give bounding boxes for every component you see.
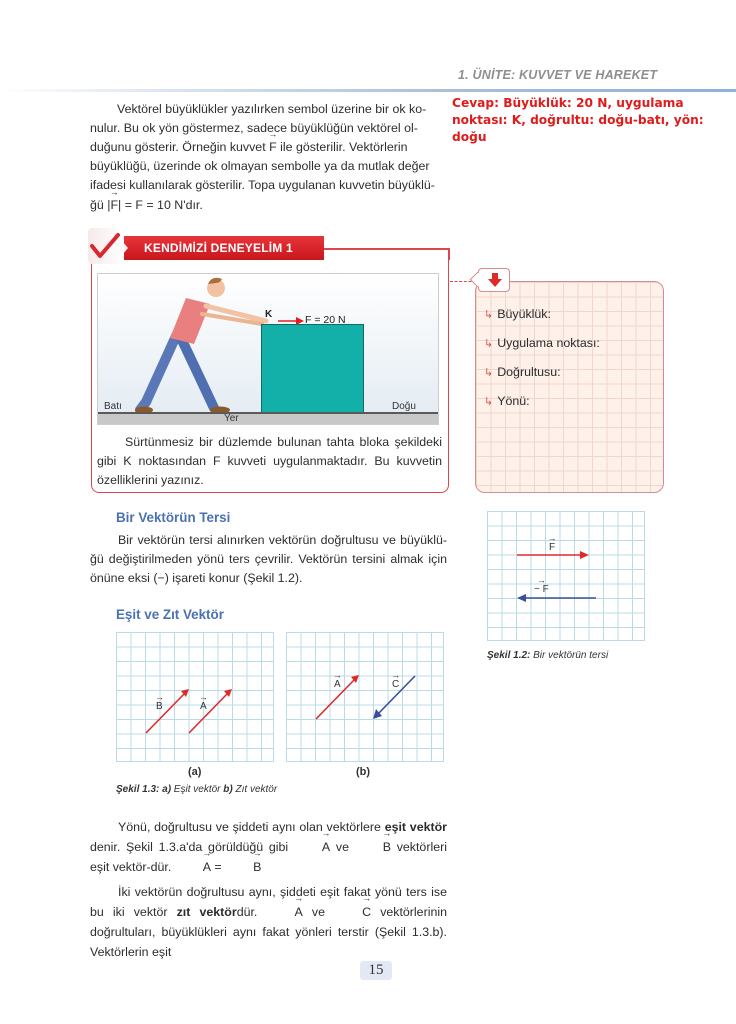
vector-f: → F: [269, 138, 277, 157]
wooden-block: [261, 324, 364, 414]
figure-a-label: (a): [188, 766, 202, 778]
page-number: 15: [360, 961, 392, 980]
text: denir. Şekil 1.3.a'da görüldüğü gibi: [90, 840, 294, 854]
point-k-label: K: [265, 309, 273, 320]
section-title-equal-opposite: Eşit ve Zıt Vektör: [116, 607, 224, 622]
arrow-down-icon: [487, 272, 503, 288]
answer-item-application-point: [484, 336, 600, 350]
text: ğü |: [90, 198, 111, 212]
intro-line-5: ifadesi kullanılarak gösterilir. Topa uygulanan kuvvetin büyüklü-: [90, 178, 435, 192]
text: ve: [302, 905, 335, 919]
figure-1-3b-grid: [286, 632, 444, 762]
vector-a-label: → A: [200, 701, 207, 712]
answer-tab: [478, 268, 510, 292]
intro-line-4: büyüklüğü, üzerinde ok olmayan sembolle ya da mutlak değer: [90, 159, 430, 173]
vector-a: → A: [175, 857, 211, 877]
push-block-figure: [97, 273, 439, 425]
text: duğunu gösterir. Örneğin kuvvet: [90, 140, 270, 154]
caption-bold: Şekil 1.2:: [487, 650, 531, 661]
vector-a: → A: [294, 837, 330, 857]
text: ile gösterilir. Vektörlerin: [276, 140, 408, 154]
text: ve: [330, 840, 355, 854]
caption-text: Eşit vektör: [171, 784, 224, 795]
vector-neg-f-label: [534, 584, 549, 595]
activity-border: [448, 248, 450, 260]
equal-vector-paragraph: [90, 817, 447, 877]
inverse-paragraph: Bir vektörün tersi alınırken vektörün doğrultusu ve büyüklü-ğü değiştirilmeden yönü ters çevrilir. Vektörün tersini almak için önüne eksi (−) işareti konur (Şekil 1.2).: [90, 533, 447, 586]
text: =: [210, 860, 226, 874]
east-label: Doğu: [392, 401, 416, 412]
bullet-arrow-icon: ↳: [484, 367, 494, 379]
figure-1-2-grid: [487, 511, 645, 641]
ground-label: Yer: [224, 413, 239, 424]
answer-item-label: Uygulama noktası:: [497, 336, 600, 350]
figure-1-3b-vectors: [287, 633, 445, 763]
figure-1-3a-grid: [116, 632, 274, 762]
force-label: F = 20 N: [305, 314, 346, 326]
answer-item-sense: [484, 394, 530, 408]
header-rule: [0, 89, 736, 92]
answer-note: Cevap: Büyüklük: 20 N, uygulama noktası: K, doğrultu: doğu-batı, yön: doğu: [452, 96, 704, 144]
ground: [98, 412, 438, 424]
vector-b-arrow: [146, 689, 189, 733]
vector-f-label: → F: [549, 542, 555, 553]
text: İki vektörün doğrultusu aynı, şiddeti eşit fakat yönü ters ise bu iki vektör: [90, 885, 447, 919]
vector-f: → F: [110, 196, 118, 215]
answer-item-direction-line: [484, 365, 561, 379]
figure-1-3-caption: [116, 784, 277, 795]
answer-item-label: Doğrultusu:: [497, 365, 561, 379]
vector-a: → A: [267, 902, 303, 922]
vector-label-text: → − F: [534, 584, 549, 595]
caption-bold: Şekil 1.3: a): [116, 784, 172, 795]
figure-1-2-caption: [487, 650, 608, 661]
vector-a-arrow: [189, 689, 232, 733]
answer-item-label: Yönü:: [497, 394, 530, 408]
force-arrow-icon: [278, 316, 306, 326]
checkmark-icon: [88, 228, 124, 264]
intro-line-1: Vektörel büyüklükler yazılırken sembol üzerine bir ok ko-: [117, 102, 427, 116]
text: | = F = 10 N'dır.: [118, 198, 203, 212]
caption-bold: b): [223, 784, 233, 795]
figure-1-3a-vectors: [117, 633, 275, 763]
activity-question: Sürtünmesiz bir düzlemde bulunan tahta bloka şekildeki gibi K noktasından F kuvveti uygulanmaktadır. Bu kuvvetin özelliklerini yazınız.: [97, 435, 442, 488]
term-equal-vector: eşit vektör: [384, 820, 448, 834]
vector-b: → B: [225, 857, 261, 877]
caption-text: Zıt vektör: [232, 784, 278, 795]
vector-f-arrow: [517, 551, 589, 559]
vector-c-label: → C: [392, 679, 399, 690]
vector-b-label: → B: [156, 701, 163, 712]
figure-1-2-vectors: [488, 512, 646, 642]
text: vektörlerinin doğrultuları, büyüklükleri aynı fakat yönleri terstir (Şekil 1.3.b). Vektörlerin eşit: [90, 905, 447, 959]
vector-neg-f-arrow: [517, 594, 596, 602]
text: Yönü, doğrultusu ve şiddeti aynı olan vektörlere: [118, 820, 385, 834]
activity-banner: [118, 236, 324, 260]
section-title-inverse: Bir Vektörün Tersi: [116, 510, 231, 525]
text: dür.: [236, 905, 267, 919]
bullet-arrow-icon: ↳: [484, 396, 494, 408]
activity-border: [324, 248, 450, 250]
caption-text: Bir vektörün tersi: [530, 650, 609, 661]
intro-line-6: [90, 196, 447, 215]
answer-item-magnitude: [484, 307, 551, 321]
intro-line-3: [90, 138, 447, 157]
intro-line-2: nulur. Bu ok yön göstermez, sadece büyüklüğün vektörel ol-: [90, 121, 418, 135]
vector-c: → C: [334, 902, 371, 922]
bullet-arrow-icon: ↳: [484, 338, 494, 350]
bullet-arrow-icon: ↳: [484, 309, 494, 321]
text: vektörleri eşit vektör-dür.: [90, 840, 447, 874]
activity-title: KENDİMİZİ DENEYELİM 1: [144, 241, 293, 255]
vector-b: → B: [355, 837, 391, 857]
vector-a-label: → A: [334, 679, 341, 690]
opposite-vector-paragraph: [90, 882, 447, 962]
term-opposite-vector: zıt vektör: [176, 905, 237, 919]
unit-title: 1. ÜNİTE: KUVVET VE HAREKET: [458, 68, 658, 82]
answer-item-label: Büyüklük:: [497, 307, 551, 321]
figure-b-label: (b): [356, 766, 371, 778]
west-label: Batı: [104, 401, 122, 412]
